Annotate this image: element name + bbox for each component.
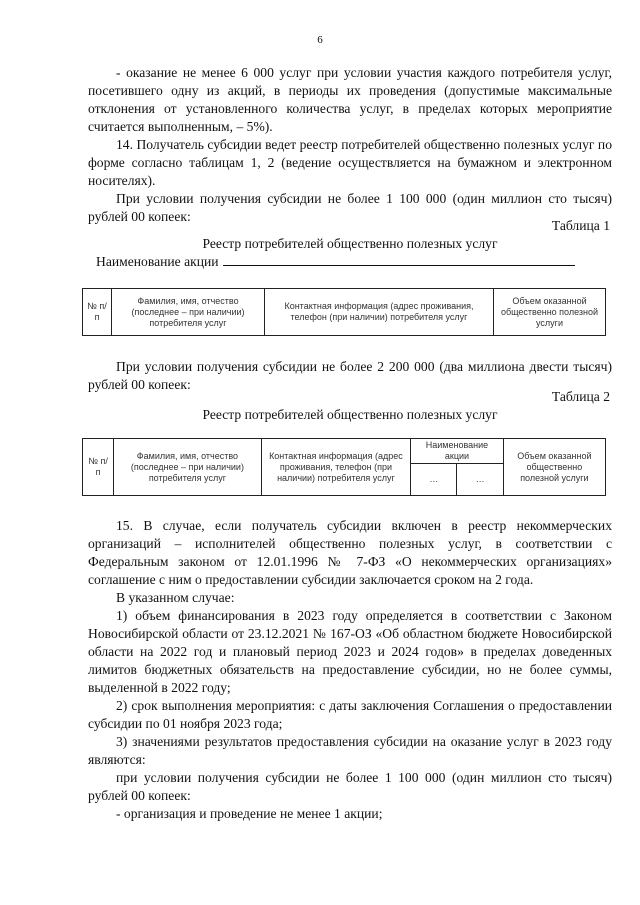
registry-table-2: [82, 438, 606, 496]
page-number: 6: [317, 34, 323, 46]
header-cell-contact: Контактная информация (адрес проживания, телефон (при наличии) потребителя услуг: [261, 439, 411, 496]
paragraph-condition-1: При условии получения субсидии не более 1 100 000 (один миллион сто тысяч) рублей 00 копеек:: [88, 191, 612, 224]
table2-title: Реестр потребителей общественно полезных услуг: [202, 407, 498, 422]
table1-title: Реестр потребителей общественно полезных услуг: [202, 236, 498, 251]
table2-label: Таблица 2: [551, 389, 610, 404]
paragraph-condition-2: При условии получения субсидии не более 2 200 000 (два миллиона двести тысяч) рублей 00 копеек:: [88, 359, 612, 392]
paragraph-condition-3: при условии получения субсидии не более 1 100 000 (один миллион сто тысяч) рублей 00 копеек:: [88, 770, 612, 803]
header-cell-contact: Контактная информация (адрес проживания, телефон (при наличии) потребителя услуг: [265, 289, 494, 336]
registry-table-1: [82, 288, 606, 336]
table1-label: Таблица 1: [551, 218, 610, 233]
paragraph-14: 14. Получатель субсидии ведет реестр потребителей общественно полезных услуг по форме согласно таблицам 1, 2 (ведение осуществляется на бумажном и электронном носителях).: [88, 137, 612, 188]
header-cell-volume: Объем оказанной общественно полезной услуги: [503, 439, 605, 496]
paragraph-15: 15. В случае, если получатель субсидии включен в реестр некоммерческих организаций – исполнителей общественно полезных услуг, в соответствии с Федеральным законом от 12.01.1996 № 7-ФЗ «О некоммерческих организациях» соглашение с ним о предоставлении субсидии заключается сроком на 2 года.: [88, 518, 612, 587]
action-name-line: [96, 253, 575, 270]
paragraph-one-action: - организация и проведение не менее 1 акции;: [116, 806, 383, 821]
header-cell-name: Фамилия, имя, отчество (последнее – при наличии) потребителя услуг: [114, 439, 261, 496]
header-cell-number: № п/п: [83, 439, 114, 496]
paragraph-in-this-case: В указанном случае:: [116, 590, 235, 605]
action-name-label: Наименование акции: [96, 254, 219, 269]
header-cell-volume: Объем оказанной общественно полезной услуги: [494, 289, 606, 336]
paragraph-item-3: 3) значениями результатов предоставления субсидии на оказание услуг в 2023 году являются:: [88, 734, 612, 767]
paragraph-item-1: 1) объем финансирования в 2023 году определяется в соответствии с Законом Новосибирской области от 23.12.2021 № 167-ОЗ «Об областном бюджете Новосибирской области на 2022 год и плановый период 2023 и 2024 годов» в пределах доведенных лимитов бюджетных обязательств на предоставление субсидии, но не более суммы, выделенной в 2022 году;: [88, 608, 612, 695]
paragraph-item-2: 2) срок выполнения мероприятия: с даты заключения Соглашения о предоставлении субсидии по 01 ноября 2023 года;: [88, 698, 612, 731]
header-cell-name: Фамилия, имя, отчество (последнее – при наличии) потребителя услуг: [112, 289, 265, 336]
sub-cell: …: [457, 464, 503, 496]
header-cell-action: Наименование акции: [411, 439, 504, 464]
action-name-blank: [223, 253, 575, 266]
paragraph-services-count: - оказание не менее 6 000 услуг при условии участия каждого потребителя услуг, посетившего одну из акций, в периоды их проведения (допустимые максимальные отклонения от установленного количества услуг, в пределах которых мероприятие считается выполненным, – 5%).: [88, 65, 612, 134]
sub-cell: …: [411, 464, 457, 496]
header-cell-number: № п/п: [83, 289, 112, 336]
table-row: [83, 289, 606, 336]
table-row: [83, 439, 606, 464]
